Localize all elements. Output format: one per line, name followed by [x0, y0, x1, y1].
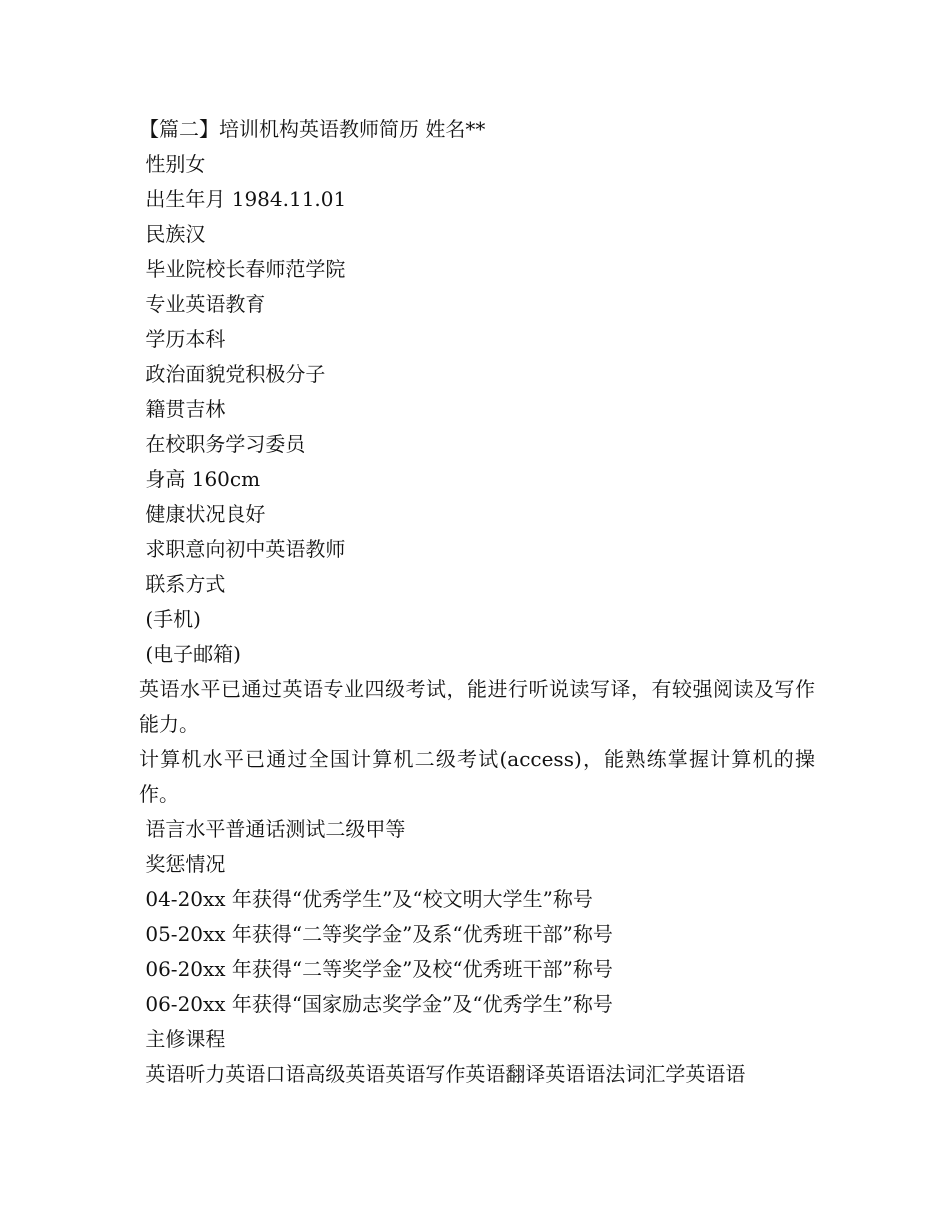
courses-line: 英语听力英语口语高级英语英语写作英语翻译英语语法词汇学英语语	[139, 1062, 746, 1086]
field-school: 毕业院校长春师范学院	[139, 257, 346, 281]
awards-heading: 奖惩情况	[139, 852, 226, 876]
field-contact: 联系方式	[139, 572, 226, 596]
computer-level-paragraph: 计算机水平已通过全国计算机二级考试(access)，能熟练掌握计算机的操作。	[139, 747, 815, 806]
field-hometown: 籍贯吉林	[139, 397, 226, 421]
award-item: 05-20xx 年获得“二等奖学金”及系“优秀班干部”称号	[139, 922, 613, 946]
field-gender: 性别女	[139, 152, 206, 176]
award-item: 06-20xx 年获得“二等奖学金”及校“优秀班干部”称号	[139, 957, 613, 981]
field-email: (电子邮箱)	[139, 642, 241, 666]
award-item: 06-20xx 年获得“国家励志奖学金”及“优秀学生”称号	[139, 992, 613, 1016]
field-political-status: 政治面貌党积极分子	[139, 362, 326, 386]
field-health: 健康状况良好	[139, 502, 266, 526]
courses-heading: 主修课程	[139, 1027, 226, 1051]
resume-title-line: 【篇二】培训机构英语教师简历 姓名**	[139, 117, 486, 141]
field-mobile: (手机)	[139, 607, 201, 631]
field-school-position: 在校职务学习委员	[139, 432, 306, 456]
resume-body	[139, 112, 815, 1092]
field-height: 身高 160cm	[139, 467, 261, 491]
field-ethnicity: 民族汉	[139, 222, 206, 246]
field-birth-date: 出生年月 1984.11.01	[139, 187, 347, 211]
english-level-paragraph: 英语水平已通过英语专业四级考试，能进行听说读写译，有较强阅读及写作能力。	[139, 677, 815, 736]
field-major: 专业英语教育	[139, 292, 266, 316]
field-degree: 学历本科	[139, 327, 226, 351]
language-level-line: 语言水平普通话测试二级甲等	[139, 817, 406, 841]
field-job-intention: 求职意向初中英语教师	[139, 537, 346, 561]
award-item: 04-20xx 年获得“优秀学生”及“校文明大学生”称号	[139, 887, 593, 911]
